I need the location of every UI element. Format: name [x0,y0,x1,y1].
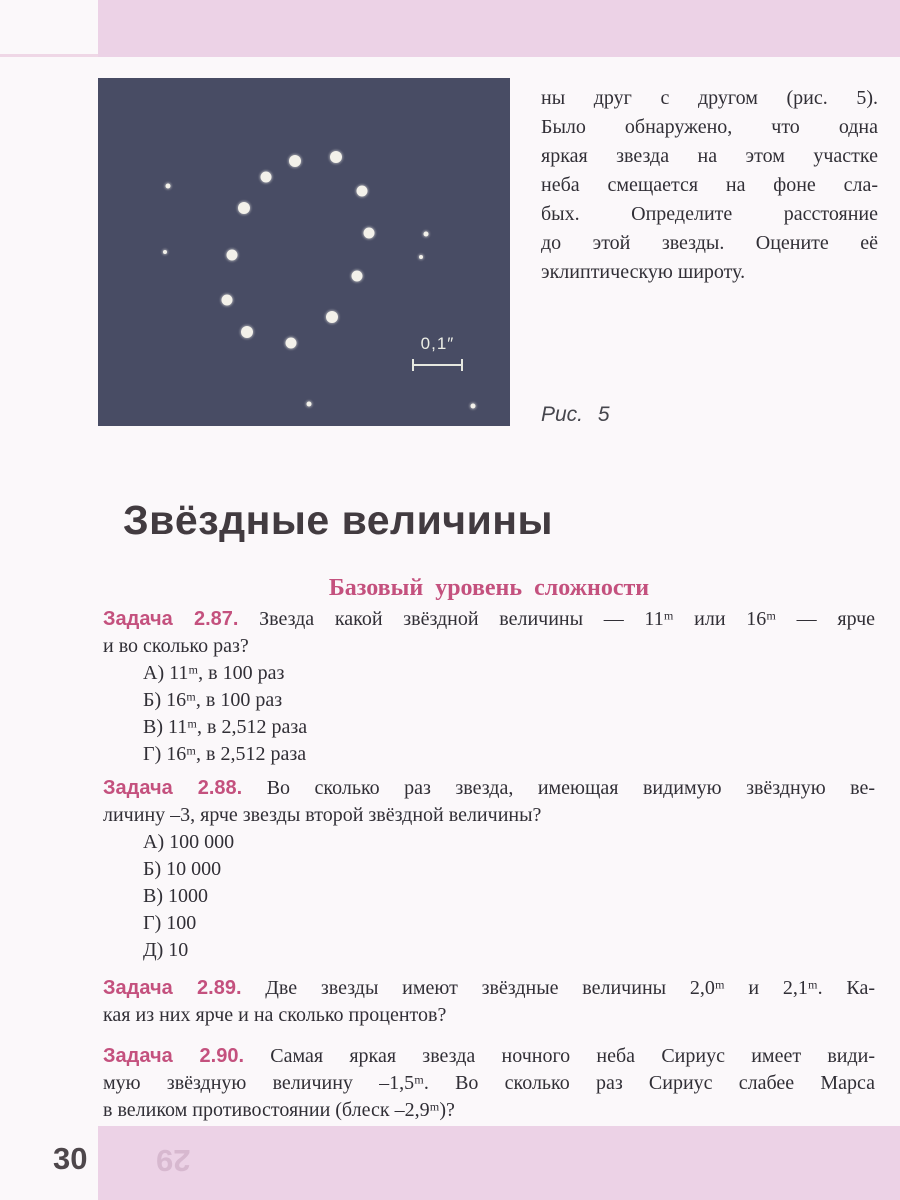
star-dot [364,227,375,238]
problem-label: Задача 2.90. [103,1045,245,1067]
bottom-pink-band [98,1126,900,1200]
star-dot [357,186,368,197]
page-number: 30 [53,1141,88,1176]
star-dot [166,183,171,188]
star-field [98,78,510,426]
answer-option: Б) 10 000 [143,858,222,880]
problem-text: Самая яркая звезда ночного неба Сириус имеет види- [270,1045,876,1067]
top-band-edge-line [0,54,98,57]
scale-line [412,359,463,371]
problem-label: Задача 2.87. [103,608,239,630]
problem-2-88 [103,775,875,964]
star-dot [285,337,296,348]
problem-2-89 [103,975,875,1029]
answer-option: Д) 10 [143,939,189,961]
problem-text-line: личину –3, ярче звезды второй звёздной величины? [103,804,542,826]
scale-label: 0,1″ [420,333,455,353]
star-dot [330,151,342,163]
intro-line: неба смещается на фоне сла- [541,174,878,196]
star-dot [326,311,338,323]
intro-line: до этой звезды. Оцените её [541,232,878,254]
star-dot [419,255,423,259]
problem-text-line [103,1043,875,1070]
section-title: Звёздные величины [123,497,554,543]
intro-line: яркая звезда на этом участке [541,145,878,167]
problem-text-line: мую звёздную величину –1,5ᵐ. Во сколько раз Сириус слабее Марса [103,1072,875,1094]
problems-block [103,606,875,1131]
star-dot [289,155,301,167]
problem-text-line: кая из них ярче и на сколько процентов? [103,1004,447,1026]
problem-text: Две звезды имеют звёздные величины 2,0ᵐ и 2,1ᵐ. Ка- [265,977,876,999]
star-dot [261,171,272,182]
answer-option: В) 11ᵐ, в 2,512 раза [143,716,308,738]
problem-text: Во сколько раз звезда, имеющая видимую звёздную ве- [266,777,875,799]
star-dot [163,250,167,254]
star-field-figure [98,78,510,426]
answer-option: Г) 16ᵐ, в 2,512 раза [143,743,307,765]
star-dot [221,295,232,306]
intro-line: ны друг с другом (рис. 5). [541,87,878,109]
answer-option: В) 1000 [143,885,208,907]
problem-2-90 [103,1043,875,1124]
problem-text: Звезда какой звёздной величины — 11ᵐ или 16ᵐ — ярче [259,608,876,630]
star-dot [238,202,250,214]
problem-label: Задача 2.89. [103,977,242,999]
top-pink-band [98,0,900,57]
answer-option: Г) 100 [143,912,197,934]
problem-text-line: и во сколько раз? [103,635,249,657]
problem-2-87 [103,606,875,768]
problem-text-line [103,775,875,802]
figure-caption: Рис. 5 [541,403,610,426]
problem-text-line: в великом противостоянии (блеск –2,9ᵐ)? [103,1099,455,1121]
star-dot [241,326,253,338]
star-dot [226,250,237,261]
intro-text [541,84,878,287]
intro-line: эклиптическую широту. [541,261,746,283]
answer-option: А) 11ᵐ, в 100 раз [143,662,285,684]
answer-option: Б) 16ᵐ, в 100 раз [143,689,283,711]
answer-option: А) 100 000 [143,831,235,853]
intro-line: бых. Определите расстояние [541,203,878,225]
star-dot [470,404,475,409]
star-dot [352,271,363,282]
scale-bar [412,334,463,371]
problem-text-line [103,606,875,633]
ghost-page-number: 29 [156,1143,191,1178]
problem-label: Задача 2.88. [103,777,243,799]
problem-text-line [103,975,875,1002]
intro-line: Было обнаружено, что одна [541,116,878,138]
section-subtitle: Базовый уровень сложности [328,575,650,601]
star-dot [423,231,428,236]
star-dot [306,402,311,407]
